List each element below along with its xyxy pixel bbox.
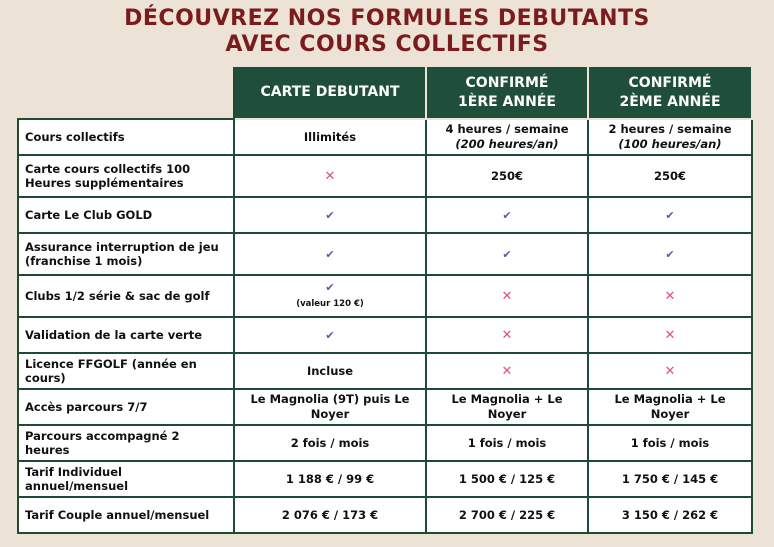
cell-note: (valeur 120 €) [296, 299, 364, 309]
header-corner [18, 67, 234, 119]
cell-text: 1 fois / mois [467, 435, 547, 450]
table-cell [426, 425, 588, 461]
table-cell [426, 353, 588, 389]
cell-text: 250€ [490, 168, 523, 183]
row-label: Tarif Individuel annuel/mensuel [18, 461, 234, 497]
table-cell [426, 233, 588, 275]
table-cell [588, 497, 752, 533]
table-body [18, 119, 752, 533]
check-icon: ✔ [502, 247, 512, 261]
row-label: Cours collectifs [18, 119, 234, 155]
cell-text: 2 fois / mois [290, 435, 370, 450]
cell-text: 250€ [653, 168, 686, 183]
column-header-carte-debutant [234, 67, 426, 119]
cell-text: Illimités [303, 129, 357, 144]
header-row [18, 67, 752, 119]
cross-icon: ✕ [664, 288, 676, 304]
row-label: Accès parcours 7/7 [18, 389, 234, 425]
table-cell [588, 155, 752, 197]
row-label: Carte Le Club GOLD [18, 197, 234, 233]
table-cell [588, 425, 752, 461]
cell-text: 3 150 € / 262 € [621, 507, 719, 522]
cell-text: 2 700 € / 225 € [458, 507, 556, 522]
table-cell [234, 317, 426, 353]
table-row [18, 353, 752, 389]
column-header-line: CONFIRMÉ [465, 74, 549, 91]
cell-text: Le Magnolia (9T) puis Le Noyer [250, 392, 410, 421]
table-cell [426, 317, 588, 353]
cell-text: Incluse [306, 363, 354, 378]
column-header-line: CARTE DEBUTANT [260, 84, 400, 100]
row-label: Clubs 1/2 série & sac de golf [18, 275, 234, 317]
table-cell [588, 317, 752, 353]
table-cell [588, 233, 752, 275]
check-icon: ✔ [325, 281, 335, 294]
table-row [18, 155, 752, 197]
table-cell [234, 275, 426, 317]
check-icon: ✔ [325, 247, 335, 261]
title-line-1: DÉCOUVREZ NOS FORMULES DEBUTANTS [124, 6, 650, 31]
page-title [0, 6, 774, 58]
table-cell [426, 389, 588, 425]
table-cell [426, 497, 588, 533]
check-icon: ✔ [325, 208, 335, 222]
table-cell [588, 461, 752, 497]
cell-text: Le Magnolia + Le Noyer [451, 392, 563, 421]
cell-text: 4 heures / semaine [445, 122, 569, 136]
column-header-line: 1ÈRE ANNÉE [458, 93, 556, 110]
table-cell [426, 461, 588, 497]
table-row [18, 389, 752, 425]
cell-text: 2 heures / semaine [608, 122, 732, 136]
cross-icon: ✕ [501, 327, 513, 343]
check-icon: ✔ [665, 208, 675, 222]
table-cell [234, 233, 426, 275]
column-header-line: CONFIRMÉ [628, 74, 712, 91]
row-label: Validation de la carte verte [18, 317, 234, 353]
table-cell [426, 275, 588, 317]
check-icon: ✔ [665, 247, 675, 261]
cross-icon: ✕ [664, 327, 676, 343]
column-header-confirme-1 [426, 67, 588, 119]
check-icon: ✔ [502, 208, 512, 222]
table-cell [234, 461, 426, 497]
table-row [18, 233, 752, 275]
table-row [18, 461, 752, 497]
table-cell [588, 353, 752, 389]
cross-icon: ✕ [324, 168, 336, 184]
table-cell [426, 119, 588, 155]
check-icon: ✔ [325, 328, 335, 342]
table-cell [588, 197, 752, 233]
table-cell [234, 119, 426, 155]
row-label: Licence FFGOLF (année en cours) [18, 353, 234, 389]
table-cell [588, 119, 752, 155]
row-label: Assurance interruption de jeu (franchise 1 mois) [18, 233, 234, 275]
table-cell [234, 497, 426, 533]
cross-icon: ✕ [664, 363, 676, 379]
cell-text: 1 500 € / 125 € [458, 471, 556, 486]
table-cell [234, 353, 426, 389]
cell-text: 1 fois / mois [630, 435, 710, 450]
pricing-table [17, 67, 753, 534]
cross-icon: ✕ [501, 288, 513, 304]
cell-subtext: (200 heures/an) [455, 137, 559, 151]
table-row [18, 497, 752, 533]
column-header-confirme-2 [588, 67, 752, 119]
table-cell [588, 389, 752, 425]
title-line-2: AVEC COURS COLLECTIFS [225, 32, 549, 57]
cross-icon: ✕ [501, 363, 513, 379]
cell-subtext: (100 heures/an) [618, 137, 722, 151]
cell-text: Le Magnolia + Le Noyer [614, 392, 726, 421]
table-cell [234, 155, 426, 197]
row-label: Tarif Couple annuel/mensuel [18, 497, 234, 533]
table-cell [234, 389, 426, 425]
table-row [18, 425, 752, 461]
table-row [18, 197, 752, 233]
table-cell [234, 197, 426, 233]
cell-text: 1 750 € / 145 € [621, 471, 719, 486]
cell-text: 2 076 € / 173 € [281, 507, 379, 522]
table-cell [426, 155, 588, 197]
cell-text: 1 188 € / 99 € [285, 471, 375, 486]
column-header-line: 2ÈME ANNÉE [619, 93, 721, 110]
table-row [18, 275, 752, 317]
row-label: Carte cours collectifs 100 Heures supplémentaires [18, 155, 234, 197]
row-label: Parcours accompagné 2 heures [18, 425, 234, 461]
table-cell [426, 197, 588, 233]
table-row [18, 119, 752, 155]
table-cell [588, 275, 752, 317]
table-cell [234, 425, 426, 461]
table-row [18, 317, 752, 353]
